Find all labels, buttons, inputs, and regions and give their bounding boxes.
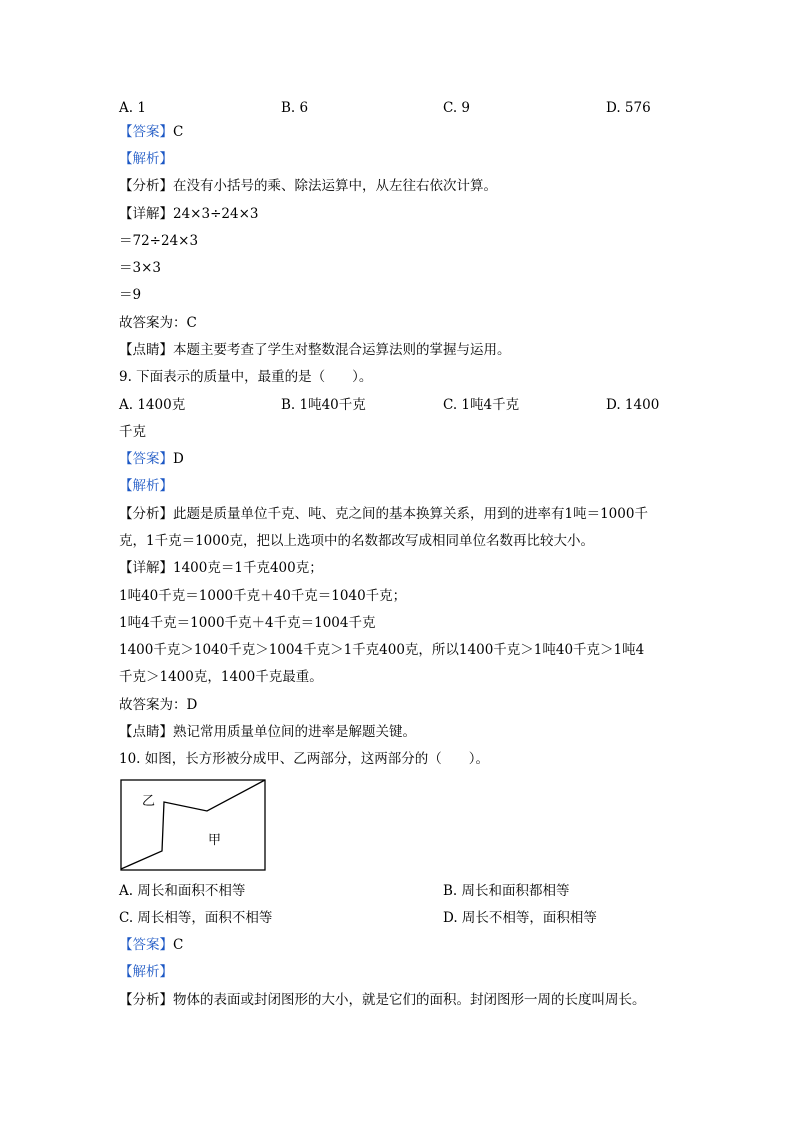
answer-value: C: [173, 124, 184, 140]
fenxi-text: 物体的表面或封闭图形的大小，就是它们的面积。封闭图形一周的长度叫周长。: [173, 992, 646, 1008]
comment-line: [119, 723, 416, 741]
option-d: D. 576: [606, 100, 651, 116]
fenxi-line: [119, 991, 646, 1009]
answer-line: [119, 450, 184, 468]
label-yi: 乙: [142, 794, 156, 809]
answer-value: C: [173, 937, 184, 953]
detail-line-4: 1400千克＞1040千克＞1004千克＞1千克400克，所以1400千克＞1吨40千克＞1吨4: [119, 642, 645, 658]
detail-line-2: 1吨40千克＝1000千克＋40千克＝1040千克；: [119, 588, 407, 604]
option-d: D. 周长不相等，面积相等: [443, 910, 597, 926]
option-b: B. 周长和面积都相等: [443, 883, 570, 899]
detail-line-3: 1吨4千克＝1000千克＋4千克＝1004千克: [119, 615, 376, 631]
option-a: A. 1: [119, 100, 146, 116]
detail-text: 1400克＝1千克400克；: [173, 560, 323, 576]
detail-line: [119, 205, 258, 223]
comment-text: 本题主要考查了学生对整数混合运算法则的掌握与运用。: [173, 342, 511, 358]
option-c: C. 1吨4千克: [443, 397, 520, 413]
question-stem: 10. 如图，长方形被分成甲、乙两部分，这两部分的（ ）。: [119, 751, 490, 767]
fenxi-line: [119, 505, 648, 523]
detail-tag: 【详解】: [119, 206, 173, 222]
option-a: A. 周长和面积不相等: [119, 883, 246, 899]
option-d-wrap: 千克: [119, 424, 146, 440]
option-b: B. 1吨40千克: [281, 397, 366, 413]
answer-tag: 【答案】: [119, 124, 173, 140]
conclusion: 故答案为：D: [119, 697, 198, 713]
answer-tag: 【答案】: [119, 451, 173, 467]
fenxi-line-2: 克，1千克＝1000克，把以上选项中的名数都改写成相同单位名数再比较大小。: [119, 533, 594, 549]
answer-line: [119, 936, 183, 954]
detail-text: 24×3÷24×3: [173, 206, 259, 222]
calc-step: ＝72÷24×3: [119, 233, 199, 249]
comment-tag: 【点睛】: [119, 724, 173, 740]
analysis-tag: 【解析】: [119, 478, 173, 494]
fenxi-line: [119, 177, 497, 195]
answer-tag: 【答案】: [119, 937, 173, 953]
analysis-tag: 【解析】: [119, 964, 173, 980]
fenxi-tag: 【分析】: [119, 506, 173, 522]
fenxi-tag: 【分析】: [119, 178, 173, 194]
analysis-tag: 【解析】: [119, 151, 173, 167]
option-b: B. 6: [281, 100, 309, 116]
fenxi-tag: 【分析】: [119, 992, 173, 1008]
fenxi-text: 在没有小括号的乘、除法运算中，从左往右依次计算。: [173, 178, 497, 194]
option-c: C. 9: [443, 100, 471, 116]
detail-line-5: 千克＞1400克，1400千克最重。: [119, 669, 323, 685]
rectangle-figure: [119, 778, 267, 872]
question-stem: 9. 下面表示的质量中，最重的是（ ）。: [119, 369, 373, 385]
comment-line: [119, 341, 511, 359]
label-jia: 甲: [208, 833, 222, 848]
answer-value: D: [173, 451, 184, 467]
conclusion: 故答案为：C: [119, 315, 197, 331]
calc-step: ＝3×3: [119, 260, 161, 276]
fenxi-text: 此题是质量单位千克、吨、克之间的基本换算关系，用到的进率有1吨＝1000千: [173, 506, 648, 522]
detail-line: [119, 559, 323, 577]
option-a: A. 1400克: [119, 397, 186, 413]
option-d: D. 1400: [606, 397, 660, 413]
comment-text: 熟记常用质量单位间的进率是解题关键。: [173, 724, 416, 740]
detail-tag: 【详解】: [119, 560, 173, 576]
option-c: C. 周长相等，面积不相等: [119, 910, 273, 926]
comment-tag: 【点睛】: [119, 342, 173, 358]
calc-step: ＝9: [119, 287, 142, 303]
answer-line: [119, 123, 183, 141]
